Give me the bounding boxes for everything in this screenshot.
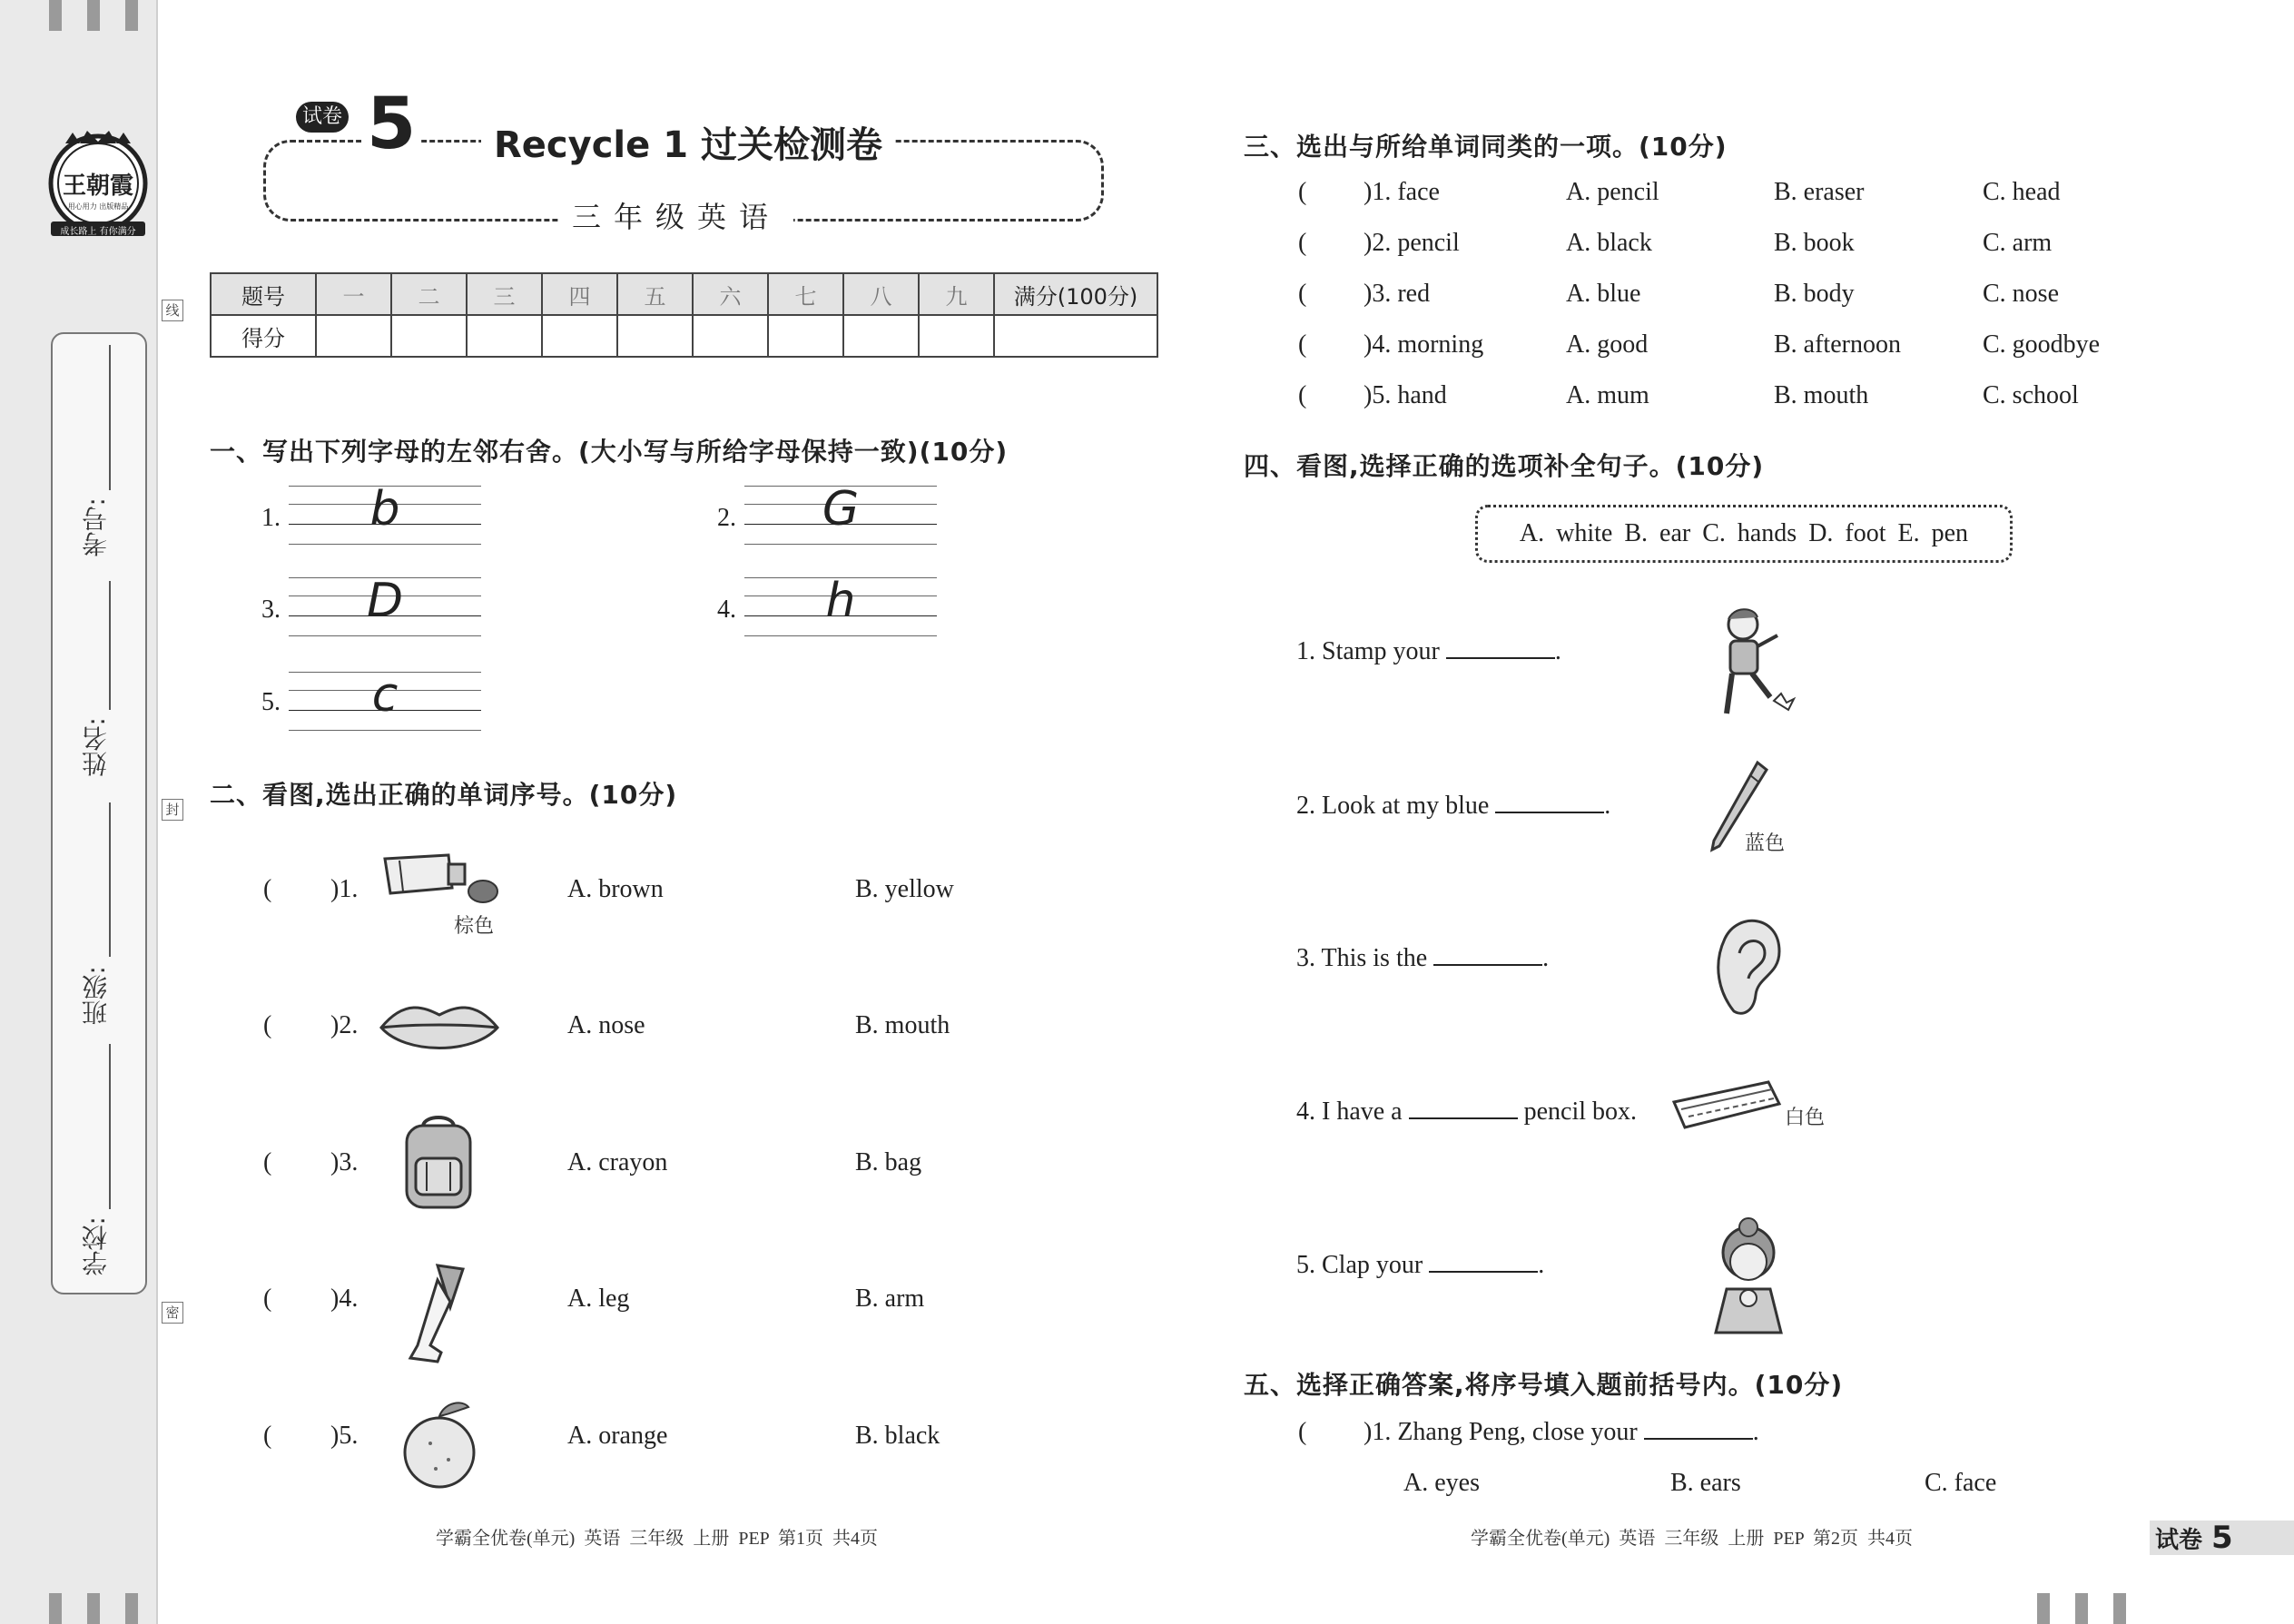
school-line[interactable] <box>109 1044 111 1209</box>
item-number: )2. <box>330 1011 359 1039</box>
sentence <box>1364 1418 1759 1447</box>
handwriting-lines[interactable] <box>744 482 937 544</box>
score-cell[interactable] <box>919 315 994 357</box>
class-line[interactable] <box>109 802 111 957</box>
section-4-title: 四、看图,选择正确的选项补全句子。(10分) <box>1244 451 1765 481</box>
answer-paren[interactable]: ( <box>1298 330 1307 359</box>
option-c: C. goodbye <box>1983 330 2101 359</box>
publisher-logo <box>45 127 151 254</box>
ear-picture <box>1707 911 1788 1024</box>
sentence-end: . <box>1604 792 1611 820</box>
color-caption: 蓝色 <box>1745 832 1786 855</box>
sentence-end: pencil box. <box>1523 1097 1638 1126</box>
item-number: 4. <box>717 595 736 624</box>
option-b: B. eraser <box>1774 178 1865 206</box>
answer-blank[interactable] <box>1429 1251 1538 1273</box>
logo-name: 王朝霞 <box>62 172 133 200</box>
leg-picture <box>405 1262 478 1371</box>
option-a: A. crayon <box>567 1148 668 1176</box>
school-label: 学校: <box>81 1216 111 1276</box>
sentence <box>1296 944 1549 973</box>
binding-tick <box>2075 1593 2088 1624</box>
color-caption: 白色 <box>1785 1107 1826 1129</box>
answer-paren[interactable]: ( <box>263 875 272 903</box>
binding-tick <box>49 1593 62 1624</box>
sentence-text: 4. I have a <box>1296 1097 1403 1126</box>
page-subtitle: 三年级英语 <box>559 194 793 236</box>
sentence <box>1296 1097 1637 1127</box>
boy-stamping-picture <box>1707 606 1797 730</box>
score-header-cell: 满分(100分) <box>994 273 1157 315</box>
answer-blank[interactable] <box>1644 1418 1753 1440</box>
option-a: A. black <box>1566 229 1652 257</box>
answer-paren[interactable]: ( <box>263 1011 272 1039</box>
option-c: C. arm <box>1983 229 2053 257</box>
answer-blank[interactable] <box>1446 637 1555 659</box>
item-number: )5. <box>330 1422 359 1450</box>
given-letter: D <box>366 574 404 628</box>
score-table <box>210 272 1158 358</box>
handwriting-lines[interactable] <box>289 574 481 635</box>
binding-tick <box>2113 1593 2126 1624</box>
section-3-title: 三、选出与所给单词同类的一项。(10分) <box>1244 132 1728 162</box>
item-number: )3. <box>330 1148 359 1176</box>
backpack-picture <box>389 1113 488 1216</box>
binding-tick <box>87 1593 100 1624</box>
score-header-cell: 一 <box>316 273 391 315</box>
item-number: 5. <box>261 688 281 716</box>
answer-paren[interactable]: ( <box>263 1148 272 1176</box>
option-a: A. brown <box>567 875 664 903</box>
score-cell[interactable] <box>693 315 768 357</box>
option-b: B. mouth <box>1774 381 1869 409</box>
name-line[interactable] <box>109 581 111 710</box>
given-letter: G <box>822 482 860 536</box>
sentence-text: 3. This is the <box>1296 944 1428 972</box>
score-header-cell: 三 <box>467 273 542 315</box>
student-info-box <box>51 332 147 1294</box>
sentence-end: . <box>1542 944 1550 972</box>
option-b: B. arm <box>855 1284 925 1313</box>
lips-picture <box>378 999 501 1062</box>
score-row-label: 得分 <box>211 315 316 357</box>
logo-tag: 用心用力 出版精品 <box>67 202 129 211</box>
binding-tick <box>87 0 100 31</box>
option-c: C. face <box>1925 1469 1997 1497</box>
option-a: A. blue <box>1566 280 1641 308</box>
exam-number-line[interactable] <box>109 345 111 490</box>
word-bank: A. white B. ear C. hands D. foot E. pen <box>1475 505 2013 563</box>
page-footer: 学霸全优卷(单元) 英语 三年级 上册 PEP 第2页 共4页 <box>1471 1529 1914 1549</box>
score-cell[interactable] <box>768 315 843 357</box>
option-a: A. pencil <box>1566 178 1659 206</box>
option-c: C. head <box>1983 178 2061 206</box>
option-a: A. eyes <box>1403 1469 1480 1497</box>
name-label: 姓名: <box>81 717 111 777</box>
sentence-end: . <box>1538 1251 1545 1279</box>
item-number: 2. <box>717 504 736 532</box>
question-word: )3. red <box>1364 280 1431 308</box>
score-cell[interactable] <box>617 315 693 357</box>
score-cell[interactable] <box>467 315 542 357</box>
seal-char: 封 <box>162 799 183 821</box>
orange-picture <box>399 1400 481 1494</box>
binding-tick <box>125 0 138 31</box>
corner-tag-label: 试卷 <box>2155 1527 2203 1554</box>
corner-tag-number: 5 <box>2211 1520 2233 1556</box>
answer-blank[interactable] <box>1409 1097 1518 1119</box>
option-a: A. orange <box>567 1422 668 1450</box>
score-header-cell: 八 <box>843 273 919 315</box>
score-header-cell: 九 <box>919 273 994 315</box>
binding-tick <box>2037 1593 2050 1624</box>
section-5-title: 五、选择正确答案,将序号填入题前括号内。(10分) <box>1244 1370 1844 1400</box>
handwriting-lines[interactable] <box>744 574 937 635</box>
given-letter: h <box>825 574 856 628</box>
option-b: B. body <box>1774 280 1855 308</box>
score-header-cell: 五 <box>617 273 693 315</box>
sentence <box>1296 637 1561 666</box>
paint-tube-picture <box>381 851 499 919</box>
option-b: B. yellow <box>855 875 954 903</box>
option-a: A. nose <box>567 1011 645 1039</box>
option-b: B. book <box>1774 229 1855 257</box>
page-title: Recycle 1 过关检测卷 <box>481 116 895 168</box>
score-cell[interactable] <box>843 315 919 357</box>
item-number: )4. <box>330 1284 359 1313</box>
binding-tick <box>49 0 62 31</box>
logo-tag: 成长路上 有你满分 <box>60 227 136 237</box>
sentence <box>1296 1251 1544 1280</box>
score-header-cell: 题号 <box>211 273 316 315</box>
score-cell[interactable] <box>542 315 617 357</box>
sentence-text: 5. Clap your <box>1296 1251 1423 1279</box>
option-b: B. bag <box>855 1148 922 1176</box>
answer-paren[interactable]: ( <box>1298 178 1307 206</box>
item-number: 1. <box>261 504 281 532</box>
score-cell[interactable] <box>316 315 391 357</box>
item-number: )1. <box>330 875 359 903</box>
given-letter: c <box>371 668 399 723</box>
score-header-cell: 六 <box>693 273 768 315</box>
sentence <box>1296 792 1610 821</box>
option-b: B. afternoon <box>1774 330 1901 359</box>
score-cell[interactable] <box>391 315 467 357</box>
item-number: 3. <box>261 595 281 624</box>
seal-char: 线 <box>162 300 183 321</box>
exam-number-label: 考号: <box>81 497 111 557</box>
option-a: A. mum <box>1566 381 1649 409</box>
score-cell[interactable] <box>994 315 1157 357</box>
score-header-cell: 四 <box>542 273 617 315</box>
score-header-cell: 七 <box>768 273 843 315</box>
handwriting-lines[interactable] <box>289 482 481 544</box>
option-b: B. ears <box>1670 1469 1741 1497</box>
answer-paren[interactable]: ( <box>1298 1418 1307 1446</box>
sentence-end: . <box>1554 637 1561 665</box>
question-word: )4. morning <box>1364 330 1484 359</box>
pencil-box-picture <box>1669 1078 1785 1138</box>
score-header-cell: 二 <box>391 273 467 315</box>
answer-blank[interactable] <box>1433 944 1542 966</box>
sentence-end: . <box>1752 1418 1759 1446</box>
option-c: C. school <box>1983 381 2079 409</box>
answer-paren[interactable]: ( <box>1298 381 1307 409</box>
sentence-text: 1. Stamp your <box>1296 637 1440 665</box>
sentence-text: 2. Look at my blue <box>1296 792 1490 820</box>
corner-test-tag <box>2150 1521 2294 1555</box>
handwriting-lines[interactable] <box>289 668 481 730</box>
option-a: A. leg <box>567 1284 630 1313</box>
option-c: C. nose <box>1983 280 2059 308</box>
test-number: 5 <box>361 89 421 160</box>
section-1-title: 一、写出下列字母的左邻右舍。(大小写与所给字母保持一致)(10分) <box>210 437 1009 467</box>
sentence-text: )1. Zhang Peng, close your <box>1364 1418 1638 1446</box>
color-caption: 棕色 <box>454 915 495 938</box>
binding-tick <box>125 1593 138 1624</box>
answer-paren[interactable]: ( <box>1298 280 1307 308</box>
given-letter: b <box>369 482 400 536</box>
girl-clapping-picture <box>1703 1216 1794 1342</box>
question-word: )1. face <box>1364 178 1440 206</box>
page-footer: 学霸全优卷(单元) 英语 三年级 上册 PEP 第1页 共4页 <box>436 1529 879 1549</box>
section-2-title: 二、看图,选出正确的单词序号。(10分) <box>210 780 678 810</box>
seal-char: 密 <box>162 1302 183 1324</box>
class-label: 班级: <box>81 966 111 1026</box>
answer-blank[interactable] <box>1495 792 1604 813</box>
answer-paren[interactable]: ( <box>263 1284 272 1313</box>
option-a: A. good <box>1566 330 1649 359</box>
question-word: )5. hand <box>1364 381 1447 409</box>
answer-paren[interactable]: ( <box>1298 229 1307 257</box>
question-word: )2. pencil <box>1364 229 1460 257</box>
option-b: B. mouth <box>855 1011 950 1039</box>
answer-paren[interactable]: ( <box>263 1422 272 1450</box>
option-b: B. black <box>855 1422 940 1450</box>
test-badge: 试卷 <box>296 102 349 133</box>
